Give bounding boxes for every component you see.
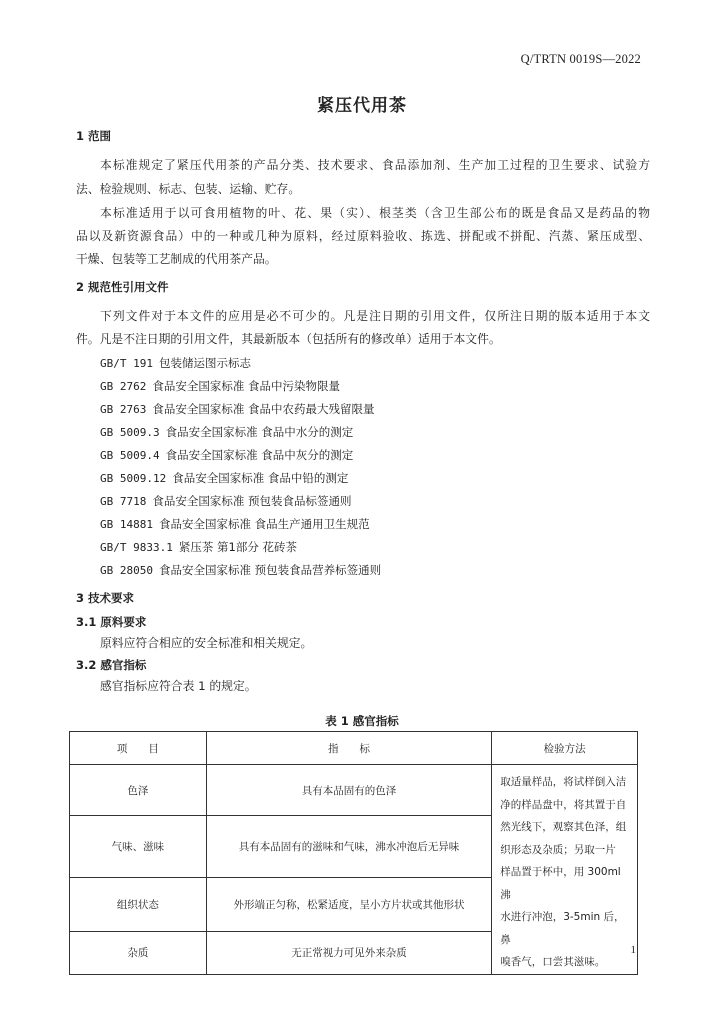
reference-code: GB 2762 (100, 380, 147, 393)
reference-item (100, 493, 352, 509)
method-line: 净的样品盘中，将其置于自 (500, 798, 627, 811)
cell-index: 具有本品固有的色泽 (206, 765, 491, 816)
method-line: 取适量样品，将试样倒入洁 (500, 776, 627, 788)
table-header-row (70, 732, 638, 765)
scope-line-2: 法、检验规则、标志、包装、运输、贮存。 (76, 182, 301, 196)
document-code: Q/TRTN 0019S—2022 (520, 52, 641, 66)
scope-line-1: 本标准规定了紧压代用茶的产品分类、技术要求、食品添加剂、生产加工过程的卫生要求、试验方 (100, 158, 650, 172)
reference-name: 食品安全国家标准 食品中污染物限量 (152, 379, 341, 393)
normative-line-1: 下列文件对于本文件的应用是必不可少的。凡是注日期的引用文件，仅所注日期的版本适用于本文 (100, 309, 650, 323)
reference-item (100, 355, 251, 371)
sensory-text: 感官指标应符合表 1 的规定。 (100, 679, 257, 693)
raw-material-text: 原料应符合相应的安全标准和相关规定。 (100, 636, 313, 650)
table-row (70, 765, 638, 816)
method-line: 水进行冲泡，3-5min 后，鼻 (500, 911, 625, 946)
reference-name: 食品安全国家标准 食品中铅的测定 (172, 471, 349, 485)
reference-item (100, 539, 297, 555)
subsection-heading-sensory: 3.2 感官指标 (76, 658, 147, 672)
reference-name: 食品安全国家标准 预包装食品营养标签通则 (158, 563, 382, 577)
method-line: 然光线下，观察其色泽，组 (500, 821, 627, 833)
reference-name: 食品安全国家标准 食品中农药最大残留限量 (152, 402, 375, 416)
reference-item (100, 447, 353, 463)
cell-item: 组织状态 (70, 878, 207, 932)
method-line: 织形态及杂质；另取一片 (500, 843, 616, 856)
cell-index: 无正常视力可见外来杂质 (206, 932, 491, 974)
reference-name: 食品安全国家标准 预包装食品标签通则 (152, 494, 352, 508)
reference-code: GB 14881 (100, 518, 153, 531)
reference-code: GB 28050 (100, 564, 153, 577)
subsection-heading-raw: 3.1 原料要求 (76, 615, 147, 629)
cell-index: 具有本品固有的滋味和气味，沸水冲泡后无异味 (206, 816, 491, 878)
cell-item: 气味、滋味 (70, 816, 207, 878)
reference-item (100, 470, 348, 486)
reference-item (100, 516, 370, 532)
header-method: 检验方法 (492, 732, 638, 765)
reference-code: GB/T 191 (100, 357, 153, 370)
section-heading-technical: 3 技术要求 (76, 591, 135, 605)
reference-name: 食品安全国家标准 食品生产通用卫生规范 (158, 517, 370, 531)
method-line: 样品置于杯中，用 300ml 沸 (500, 866, 621, 901)
reference-name: 食品安全国家标准 食品中水分的测定 (165, 425, 354, 439)
reference-item (100, 424, 353, 440)
reference-name: 紧压茶 第1部分 花砖茶 (178, 540, 297, 554)
scope-line-4: 品以及新资源食品）中的一种或几种为原料，经过原料验收、拣选、拼配或不拼配、汽蒸、紧压成型、 (76, 229, 650, 243)
cell-item: 杂质 (70, 932, 207, 974)
reference-item (100, 401, 375, 417)
cell-item: 色泽 (70, 765, 207, 816)
cell-index: 外形端正匀称，松紧适度，呈小方片状或其他形状 (206, 878, 491, 932)
scope-line-5: 干燥、包装等工艺制成的代用茶产品。 (76, 252, 277, 266)
header-item: 项 目 (70, 732, 207, 765)
scope-line-3: 本标准适用于以可食用植物的叶、花、果（实）、根茎类（含卫生部公布的既是食品又是药品的物 (100, 206, 650, 220)
reference-name: 包装储运图示标志 (158, 356, 251, 370)
cell-method (492, 765, 638, 975)
table-caption: 表 1 感官指标 (325, 714, 399, 728)
document-title: 紧压代用茶 (317, 96, 407, 116)
sensory-table (69, 731, 638, 975)
reference-code: GB 5009.3 (100, 426, 160, 439)
header-index: 指 标 (206, 732, 491, 765)
normative-line-2: 件。凡是不注日期的引用文件，其最新版本（包括所有的修改单）适用于本文件。 (76, 332, 501, 346)
reference-code: GB 7718 (100, 495, 147, 508)
reference-item (100, 562, 381, 578)
reference-code: GB 5009.4 (100, 449, 160, 462)
page-number: 1 (630, 944, 636, 956)
reference-code: GB 2763 (100, 403, 147, 416)
method-line: 嗅香气，口尝其滋味。 (500, 956, 606, 968)
reference-item (100, 378, 340, 394)
reference-code: GB/T 9833.1 (100, 541, 173, 554)
section-heading-normative: 2 规范性引用文件 (76, 280, 169, 294)
reference-code: GB 5009.12 (100, 472, 167, 485)
section-heading-scope: 1 范围 (76, 129, 112, 143)
reference-name: 食品安全国家标准 食品中灰分的测定 (165, 448, 354, 462)
